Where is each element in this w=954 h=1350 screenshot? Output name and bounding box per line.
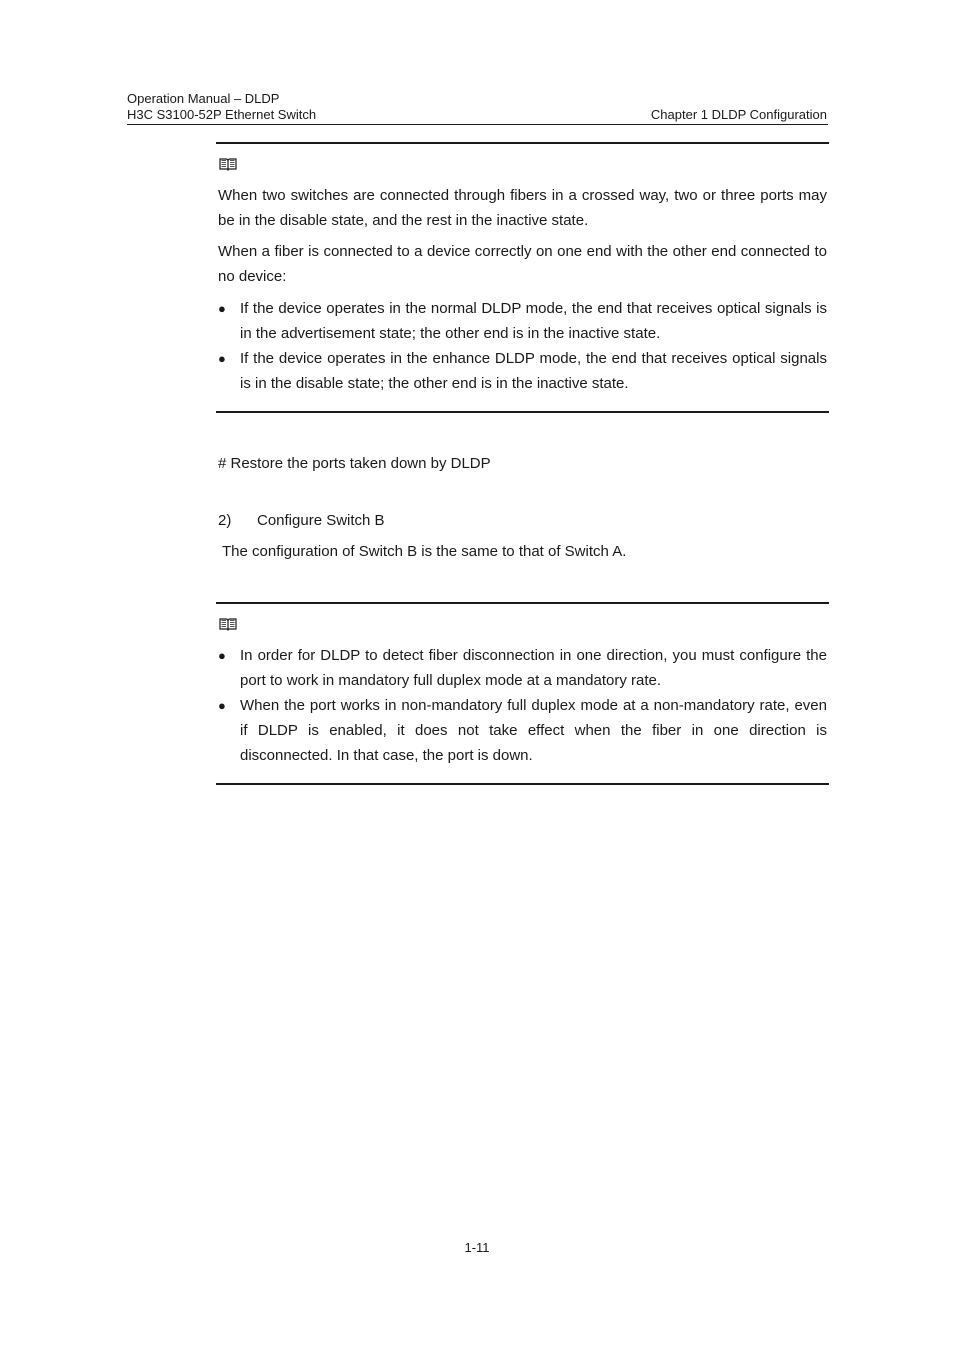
product-name: H3C S3100-52P Ethernet Switch — [127, 107, 317, 122]
step-number: 2) — [218, 512, 232, 529]
note-top-rule — [216, 142, 829, 144]
note-bottom-rule — [216, 411, 829, 413]
book-icon — [219, 157, 237, 171]
header-divider — [127, 124, 828, 125]
chapter-title: Chapter 1 DLDP Configuration — [650, 107, 827, 122]
note-top-rule — [216, 602, 829, 604]
note1-paragraph-2: When a fiber is connected to a device correctly on one end with the other end connected to no device: — [218, 243, 827, 285]
list-item: ● If the device operates in the enhance DLDP mode, the end that receives optical signals is in the disable state; the other end is in the inactive state. — [218, 346, 827, 396]
bullet-icon: ● — [218, 648, 226, 663]
bullet-icon: ● — [218, 301, 226, 316]
step-heading: Configure Switch B — [257, 512, 385, 529]
bullet-icon: ● — [218, 351, 226, 366]
list-item: ● In order for DLDP to detect fiber disconnection in one direction, you must configure the port to work in mandatory full duplex mode at a mandatory rate. — [218, 643, 827, 693]
manual-title: Operation Manual – DLDP — [127, 91, 280, 106]
page-number: 1-11 — [464, 1240, 490, 1255]
restore-comment: # Restore the ports taken down by DLDP — [218, 455, 491, 472]
note-bottom-rule — [216, 783, 829, 785]
note1-paragraph-1: When two switches are connected through fibers in a crossed way, two or three ports may be in the disable state, and the rest in the inactive state. — [218, 187, 827, 229]
list-item: ● If the device operates in the normal DLDP mode, the end that receives optical signals is in the advertisement state; the other end is in the inactive state. — [218, 296, 827, 346]
book-icon — [219, 617, 237, 631]
list-item: ● When the port works in non-mandatory full duplex mode at a non-mandatory rate, even if DLDP is enabled, it does not take effect when the fiber in one direction is disconnected. In that case, the port is down. — [218, 693, 827, 768]
bullet-icon: ● — [218, 698, 226, 713]
step-description: The configuration of Switch B is the same to that of Switch A. — [222, 543, 627, 560]
